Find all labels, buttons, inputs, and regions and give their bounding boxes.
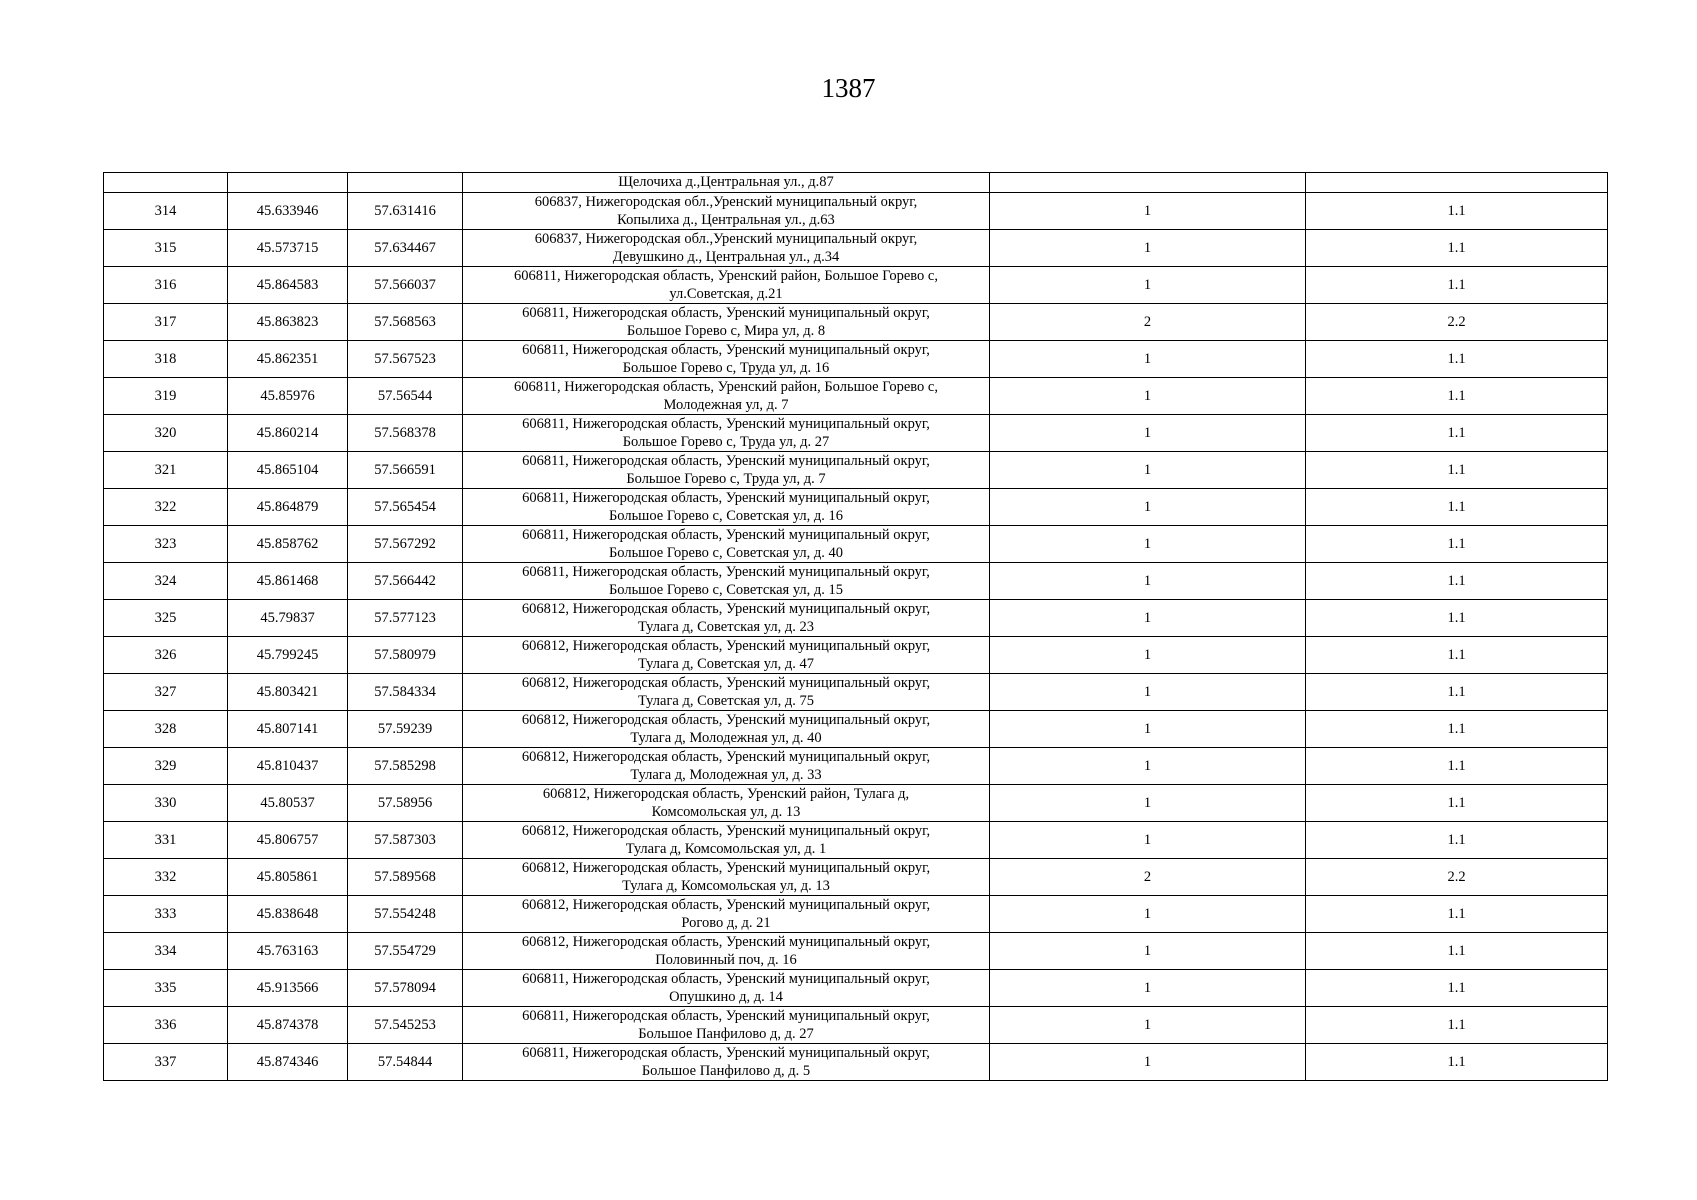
address-line-1: 606811, Нижегородская область, Уренский муниципальный округ, [522,416,930,432]
cell-count: 1 [990,230,1306,267]
table-row [104,859,1608,896]
page-number: 1387 [821,73,876,103]
cell-longitude: 45.864879 [228,489,348,526]
cell-latitude: 57.554729 [348,933,463,970]
address-line-2: Тулага д, Молодежная ул, д. 33 [630,767,822,783]
address-line-1: 606837, Нижегородская обл.,Уренский муниципальный округ, [534,231,918,247]
address-line-2: Половинный поч, д. 16 [655,952,797,968]
address-line-2: Большое Горево с, Советская ул, д. 15 [608,582,844,598]
cell-address [463,415,990,452]
cell-count: 1 [990,970,1306,1007]
cell-address [463,933,990,970]
address-line-2: Большое Горево с, Советская ул, д. 40 [608,545,844,561]
table-row [104,378,1608,415]
cell-number: 326 [104,637,228,674]
table-row [104,230,1608,267]
cell-latitude: 57.54844 [348,1044,463,1081]
table-row [104,933,1608,970]
cell-latitude: 57.566442 [348,563,463,600]
cell-code: 1.1 [1306,452,1608,489]
cell-number: 331 [104,822,228,859]
table-row [104,341,1608,378]
cell-longitude: 45.838648 [228,896,348,933]
table-row-continuation [104,173,1608,193]
cell-code: 2.2 [1306,859,1608,896]
cell-longitude: 45.763163 [228,933,348,970]
cell-latitude: 57.565454 [348,489,463,526]
cell-longitude: 45.864583 [228,267,348,304]
cell-number: 318 [104,341,228,378]
cell-code: 1.1 [1306,896,1608,933]
cell-count: 1 [990,267,1306,304]
cell-number: 314 [104,193,228,230]
address-line-1: 606812, Нижегородская область, Уренский муниципальный округ, [521,934,931,950]
cell-code: 1.1 [1306,822,1608,859]
cell-count: 1 [990,711,1306,748]
cell-number: 337 [104,1044,228,1081]
address-line-1: 606811, Нижегородская область, Уренский муниципальный округ, [522,453,930,469]
cell-number: 317 [104,304,228,341]
cell-code: 1.1 [1306,674,1608,711]
cell-code: 1.1 [1306,526,1608,563]
cell-code: 1.1 [1306,748,1608,785]
cell-longitude: 45.874346 [228,1044,348,1081]
cell-longitude: 45.913566 [228,970,348,1007]
address-line-2: Копылиха д., Центральная ул., д.63 [617,212,835,228]
cell-count: 1 [990,637,1306,674]
table-row [104,526,1608,563]
cell-latitude: 57.545253 [348,1007,463,1044]
cell-longitude: 45.858762 [228,526,348,563]
cell-address [463,230,990,267]
table-row [104,267,1608,304]
cell-number: 334 [104,933,228,970]
cell-code: 1.1 [1306,970,1608,1007]
cell-code: 1.1 [1306,1007,1608,1044]
cell-code: 1.1 [1306,711,1608,748]
cell-address [463,304,990,341]
cell-number: 316 [104,267,228,304]
address-line-1: 606811, Нижегородская область, Уренский муниципальный округ, [522,971,930,987]
cell-longitude [228,173,348,193]
address-line-2: Тулага д, Комсомольская ул, д. 13 [622,878,830,894]
cell-address [463,785,990,822]
cell-latitude: 57.59239 [348,711,463,748]
address-line-2: Тулага д, Советская ул, д. 75 [638,693,814,709]
cell-latitude: 57.585298 [348,748,463,785]
cell-code: 1.1 [1306,1044,1608,1081]
cell-code: 2.2 [1306,304,1608,341]
cell-latitude: 57.580979 [348,637,463,674]
cell-address [463,970,990,1007]
address-line-2: Тулага д, Советская ул, д. 23 [638,619,814,635]
cell-count: 1 [990,489,1306,526]
address-line-2: Большое Горево с, Труда ул, д. 7 [626,471,826,487]
cell-count: 1 [990,193,1306,230]
address-line-1: 606811, Нижегородская область, Уренский муниципальный округ, [522,342,930,358]
cell-latitude: 57.568563 [348,304,463,341]
address-line-2: Молодежная ул, д. 7 [663,397,789,413]
cell-latitude: 57.566037 [348,267,463,304]
cell-code: 1.1 [1306,230,1608,267]
cell-number: 319 [104,378,228,415]
cell-longitude: 45.860214 [228,415,348,452]
cell-code: 1.1 [1306,415,1608,452]
cell-latitude: 57.554248 [348,896,463,933]
cell-code: 1.1 [1306,933,1608,970]
address-line-1: 606812, Нижегородская область, Уренский муниципальный округ, [521,601,931,617]
address-line-2: Большое Горево с, Труда ул, д. 27 [622,434,830,450]
cell-number: 321 [104,452,228,489]
cell-count: 1 [990,748,1306,785]
address-line-1: 606837, Нижегородская обл.,Уренский муниципальный округ, [534,194,918,210]
address-line-1: 606811, Нижегородская область, Уренский муниципальный округ, [522,1008,930,1024]
address-line-1: 606812, Нижегородская область, Уренский муниципальный округ, [521,749,931,765]
table-row [104,1044,1608,1081]
cell-address [463,859,990,896]
cell-count: 1 [990,674,1306,711]
cell-code: 1.1 [1306,600,1608,637]
table-row [104,785,1608,822]
table-row [104,748,1608,785]
cell-code: 1.1 [1306,489,1608,526]
cell-count: 1 [990,600,1306,637]
cell-address [463,637,990,674]
address-line-2: Большое Панфилово д, д. 5 [641,1063,811,1079]
cell-number: 330 [104,785,228,822]
address-line-1: 606812, Нижегородская область, Уренский муниципальный округ, [521,823,931,839]
cell-count: 1 [990,1007,1306,1044]
address-line-1: 606811, Нижегородская область, Уренский муниципальный округ, [522,564,930,580]
cell-latitude: 57.58956 [348,785,463,822]
cell-address [463,822,990,859]
cell-count: 1 [990,341,1306,378]
cell-latitude: 57.578094 [348,970,463,1007]
table-row [104,563,1608,600]
address-line-2: ул.Советская, д.21 [669,286,783,302]
cell-code: 1.1 [1306,378,1608,415]
cell-count: 1 [990,785,1306,822]
cell-count: 1 [990,378,1306,415]
cell-latitude: 57.567523 [348,341,463,378]
cell-count: 2 [990,859,1306,896]
address-line-2: Большое Горево с, Советская ул, д. 16 [608,508,844,524]
cell-address [463,748,990,785]
address-line-2: Рогово д, д. 21 [681,915,771,931]
cell-latitude: 57.566591 [348,452,463,489]
cell-longitude: 45.807141 [228,711,348,748]
cell-count: 1 [990,822,1306,859]
cell-count: 1 [990,452,1306,489]
table-row [104,822,1608,859]
cell-longitude: 45.633946 [228,193,348,230]
cell-number: 328 [104,711,228,748]
cell-latitude: 57.577123 [348,600,463,637]
cell-number: 336 [104,1007,228,1044]
cell-code: 1.1 [1306,637,1608,674]
address-line-2: Тулага д, Комсомольская ул, д. 1 [625,841,827,857]
address-line-1: 606811, Нижегородская область, Уренский муниципальный округ, [522,490,930,506]
table-row [104,415,1608,452]
cell-latitude: 57.584334 [348,674,463,711]
address-line-1: 606811, Нижегородская область, Уренский муниципальный округ, [522,1045,930,1061]
cell-address [463,1044,990,1081]
address-line-2: Тулага д, Советская ул, д. 47 [638,656,814,672]
cell-number [104,173,228,193]
cell-address [463,563,990,600]
cell-count: 1 [990,415,1306,452]
cell-number: 329 [104,748,228,785]
address-line-1: 606811, Нижегородская область, Уренский район, Большое Горево с, [514,379,938,395]
table-body [104,173,1608,1081]
address-line-2: Большое Горево с, Труда ул, д. 16 [622,360,830,376]
cell-latitude: 57.56544 [348,378,463,415]
cell-latitude: 57.589568 [348,859,463,896]
address-line-1: 606812, Нижегородская область, Уренский муниципальный округ, [521,897,931,913]
table-row [104,970,1608,1007]
cell-latitude [348,173,463,193]
cell-count: 1 [990,526,1306,563]
table-row [104,600,1608,637]
cell-code: 1.1 [1306,563,1608,600]
cell-code: 1.1 [1306,267,1608,304]
cell-latitude: 57.634467 [348,230,463,267]
table-row [104,489,1608,526]
table-row [104,1007,1608,1044]
cell-address [463,267,990,304]
cell-longitude: 45.810437 [228,748,348,785]
cell-address [463,526,990,563]
cell-address [463,378,990,415]
cell-longitude: 45.80537 [228,785,348,822]
address-line-2: Большое Панфилово д, д. 27 [638,1026,814,1042]
table-row [104,674,1608,711]
table-row [104,896,1608,933]
address-line-2: Девушкино д., Центральная ул., д.34 [612,249,840,265]
cell-number: 327 [104,674,228,711]
cell-count: 1 [990,563,1306,600]
cell-count: 2 [990,304,1306,341]
address-line-1: 606812, Нижегородская область, Уренский муниципальный округ, [521,712,931,728]
cell-longitude: 45.806757 [228,822,348,859]
cell-address [463,489,990,526]
cell-code: 1.1 [1306,341,1608,378]
cell-number: 325 [104,600,228,637]
cell-latitude: 57.567292 [348,526,463,563]
cell-number: 320 [104,415,228,452]
cell-number: 323 [104,526,228,563]
cell-latitude: 57.587303 [348,822,463,859]
cell-count [990,173,1306,193]
cell-address [463,1007,990,1044]
table-row [104,452,1608,489]
address-line-1: 606811, Нижегородская область, Уренский муниципальный округ, [522,305,930,321]
cell-number: 332 [104,859,228,896]
register-table [103,172,1608,1081]
table-row [104,193,1608,230]
cell-number: 322 [104,489,228,526]
cell-longitude: 45.862351 [228,341,348,378]
cell-address [463,674,990,711]
table-row [104,637,1608,674]
address-line-2: Комсомольская ул, д. 13 [651,804,801,820]
cell-latitude: 57.631416 [348,193,463,230]
cell-longitude: 45.861468 [228,563,348,600]
table-row [104,711,1608,748]
address-line-2: Тулага д, Молодежная ул, д. 40 [630,730,822,746]
cell-number: 315 [104,230,228,267]
cell-address [463,341,990,378]
cell-address [463,193,990,230]
cell-number: 333 [104,896,228,933]
cell-longitude: 45.805861 [228,859,348,896]
address-line-1: 606812, Нижегородская область, Уренский муниципальный округ, [521,860,931,876]
cell-code [1306,173,1608,193]
cell-address: Щелочиха д.,Центральная ул., д.87 [463,173,990,193]
cell-longitude: 45.863823 [228,304,348,341]
cell-count: 1 [990,896,1306,933]
cell-longitude: 45.799245 [228,637,348,674]
cell-count: 1 [990,1044,1306,1081]
cell-code: 1.1 [1306,193,1608,230]
cell-address [463,600,990,637]
cell-address [463,452,990,489]
cell-address [463,711,990,748]
cell-number: 324 [104,563,228,600]
cell-longitude: 45.79837 [228,600,348,637]
cell-count: 1 [990,933,1306,970]
cell-longitude: 45.85976 [228,378,348,415]
cell-longitude: 45.874378 [228,1007,348,1044]
table-row [104,304,1608,341]
address-line-1: 606812, Нижегородская область, Уренский район, Тулага д, [542,786,910,802]
cell-number: 335 [104,970,228,1007]
cell-longitude: 45.803421 [228,674,348,711]
cell-code: 1.1 [1306,785,1608,822]
address-line-2: Большое Горево с, Мира ул, д. 8 [626,323,826,339]
address-line-2: Опушкино д, д. 14 [669,989,783,1005]
cell-longitude: 45.865104 [228,452,348,489]
address-line-1: 606812, Нижегородская область, Уренский муниципальный округ, [521,675,931,691]
cell-address [463,896,990,933]
cell-latitude: 57.568378 [348,415,463,452]
cell-longitude: 45.573715 [228,230,348,267]
address-line-1: 606811, Нижегородская область, Уренский муниципальный округ, [522,527,930,543]
address-line-1: 606812, Нижегородская область, Уренский муниципальный округ, [521,638,931,654]
address-line-1: 606811, Нижегородская область, Уренский район, Большое Горево с, [514,268,938,284]
